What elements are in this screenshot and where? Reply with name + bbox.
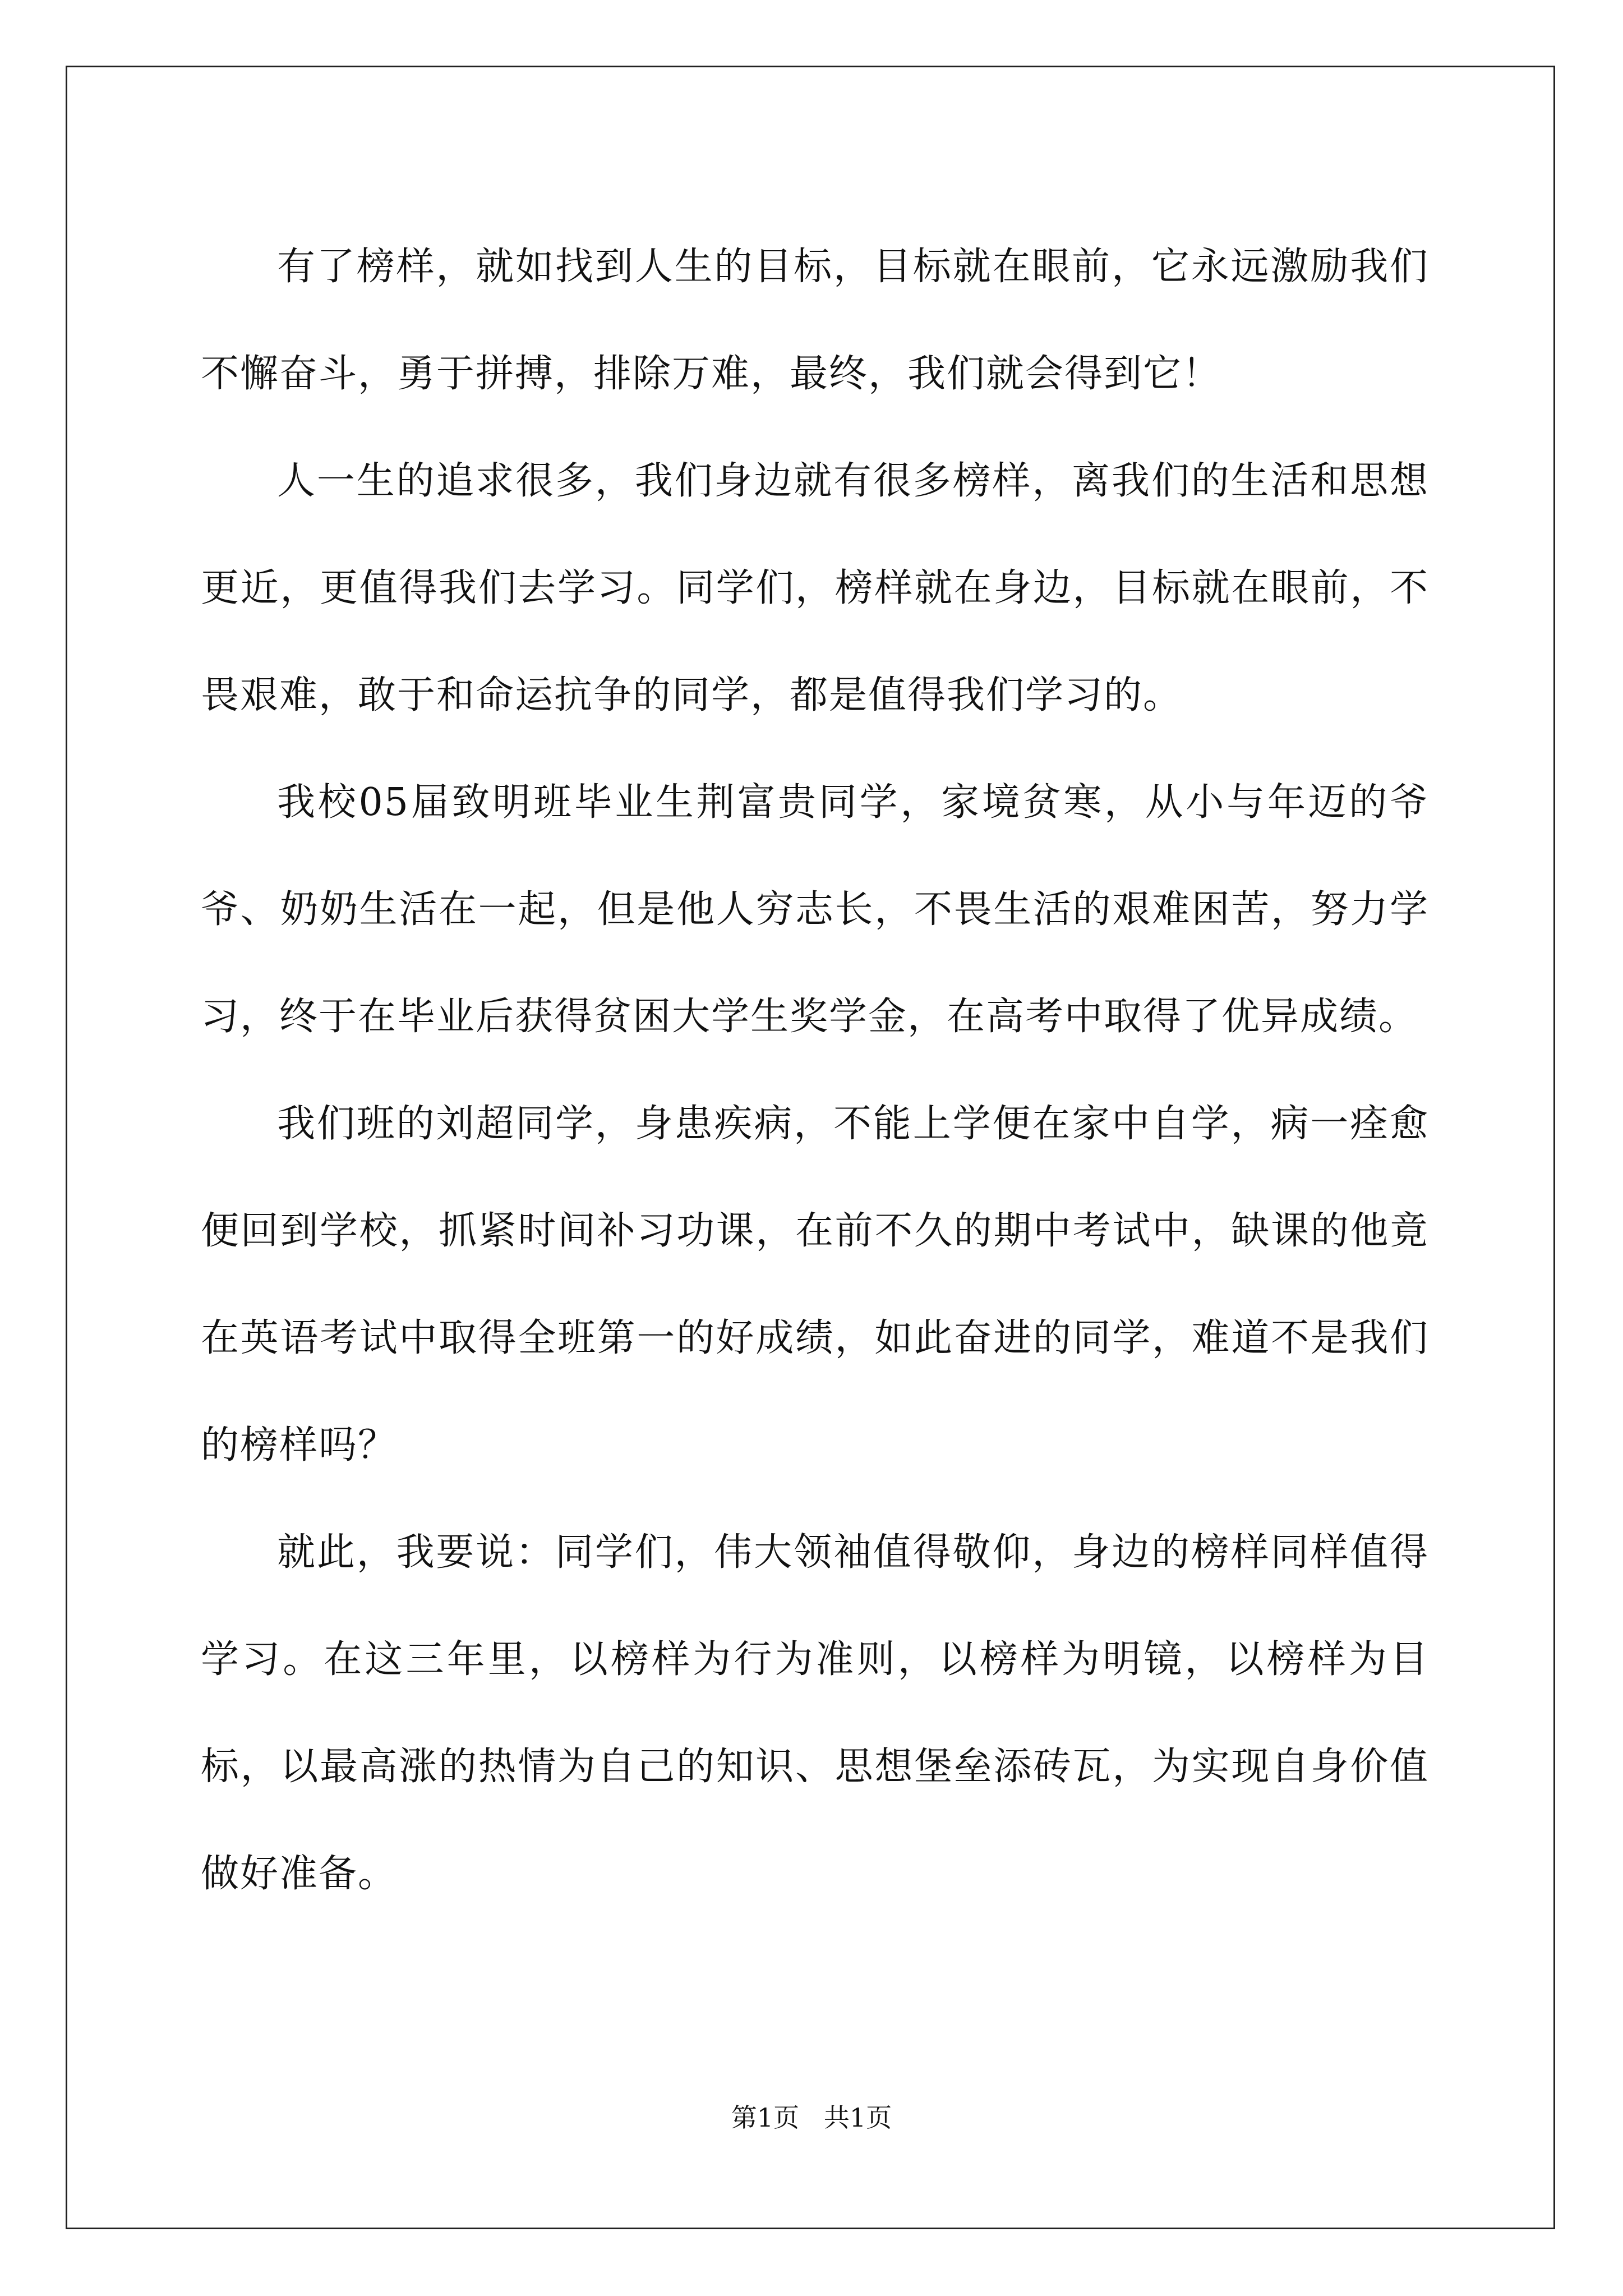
paragraph-3: 我校05届致明班毕业生荆富贵同学，家境贫寒，从小与年迈的爷爷、奶奶生活在一起，但是他人穷志长，不畏生活的艰难困苦，努力学习，终于在毕业后获得贫困大学生奖学金，在高考中取得了优异成绩。 bbox=[201, 780, 1429, 1039]
paragraph-5: 就此，我要说：同学们，伟大领袖值得敬仰，身边的榜样同样值得学习。在这三年里，以榜样为行为准则，以榜样为明镜，以榜样为目标，以最高涨的热情为自己的知识、思想堡垒添砖瓦，为实现自身价值做好准备。 bbox=[201, 1530, 1429, 1896]
page-number-footer: 第1页 共1页 bbox=[731, 2102, 892, 2133]
paragraph-1: 有了榜样，就如找到人生的目标，目标就在眼前，它永远激励我们不懈奋斗，勇于拼搏，排除万难，最终，我们就会得到它！ bbox=[201, 245, 1429, 396]
document-body bbox=[201, 213, 1429, 1927]
paragraph-2: 人一生的追求很多，我们身边就有很多榜样，离我们的生活和思想更近，更值得我们去学习。同学们，榜样就在身边，目标就在眼前，不畏艰难，敢于和命运抗争的同学，都是值得我们学习的。 bbox=[201, 459, 1429, 717]
paragraph-4: 我们班的刘超同学，身患疾病，不能上学便在家中自学，病一痊愈便回到学校，抓紧时间补习功课，在前不久的期中考试中，缺课的他竟在英语考试中取得全班第一的好成绩，如此奋进的同学，难道不是我们的榜样吗？ bbox=[201, 1102, 1429, 1467]
